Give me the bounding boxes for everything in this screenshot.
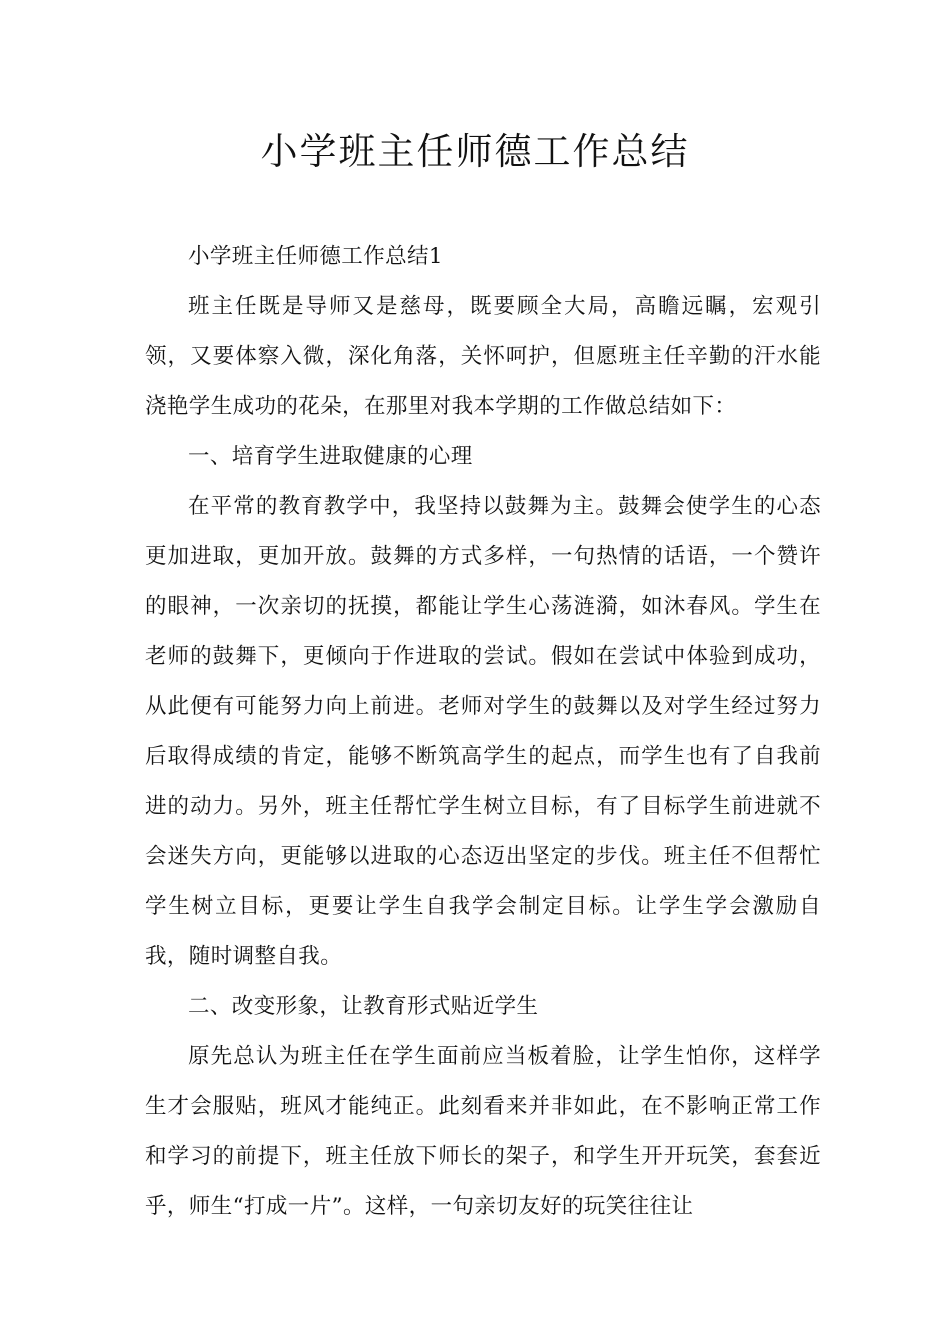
- document-title: 小学班主任师德工作总结: [260, 130, 690, 173]
- subtitle-paragraph: 小学班主任师德工作总结1: [188, 244, 443, 269]
- intro-paragraph: 班主任既是导师又是慈母，既要顾全大局，高瞻远瞩，宏观引领，又要体察入微，深化角落，关怀呵护，但愿班主任辛勤的汗水能浇艳学生成功的花朵，在那里对我本学期的工作做总结如下：: [145, 294, 821, 419]
- section-heading-2: 二、改变形象，让教育形式贴近学生: [188, 994, 539, 1019]
- section-heading-1: 一、培育学生进取健康的心理: [188, 444, 473, 469]
- document-body: [145, 232, 821, 1232]
- section-2-paragraph: 原先总认为班主任在学生面前应当板着脸，让学生怕你，这样学生才会服贴，班风才能纯正。此刻看来并非如此，在不影响正常工作和学习的前提下，班主任放下师长的架子，和学生开开玩笑，套套近乎，师生“打成一片”。这样，一句亲切友好的玩笑往往让: [145, 1044, 821, 1219]
- section-1-paragraph: 在平常的教育教学中，我坚持以鼓舞为主。鼓舞会使学生的心态更加进取，更加开放。鼓舞的方式多样，一句热情的话语，一个赞许的眼神，一次亲切的抚摸，都能让学生心荡涟漪，如沐春风。学生在老师的鼓舞下，更倾向于作进取的尝试。假如在尝试中体验到成功，从此便有可能努力向上前进。老师对学生的鼓舞以及对学生经过努力后取得成绩的肯定，能够不断筑高学生的起点，而学生也有了自我前进的动力。另外，班主任帮忙学生树立目标，有了目标学生前进就不会迷失方向，更能够以进取的心态迈出坚定的步伐。班主任不但帮忙学生树立目标，更要让学生自我学会制定目标。让学生学会激励自我，随时调整自我。: [145, 494, 821, 969]
